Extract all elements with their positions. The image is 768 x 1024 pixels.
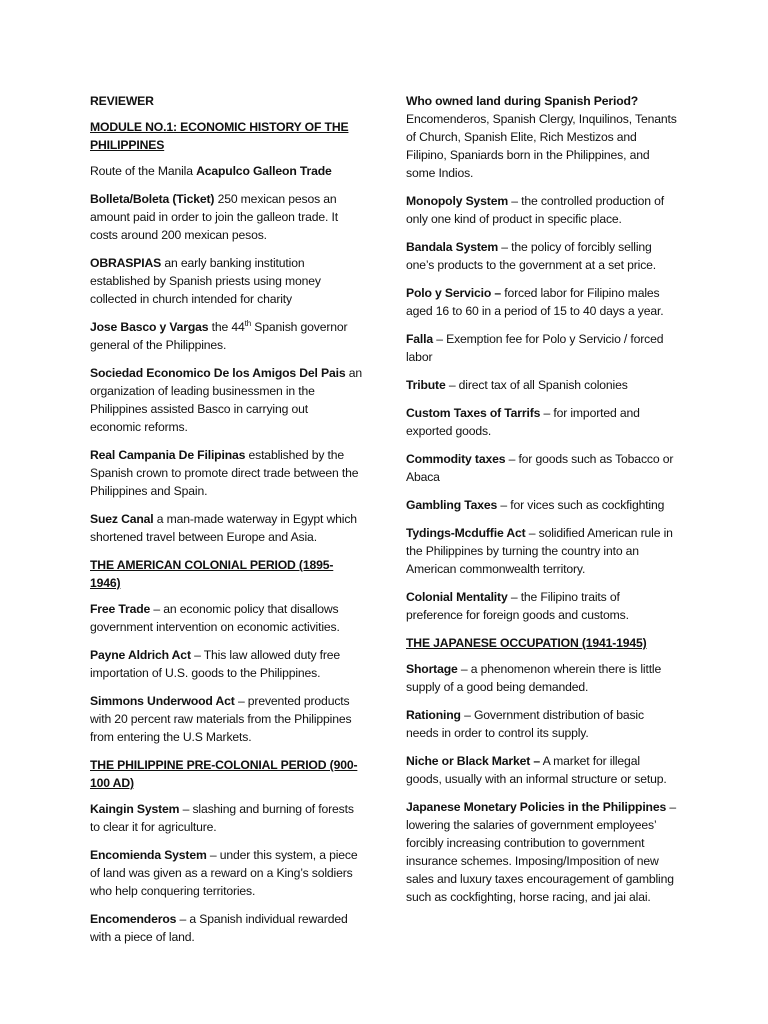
- entry-gambling: [406, 496, 678, 514]
- entry-payne: [90, 646, 362, 682]
- entry-text: – Government distribution of basic needs in order to control its supply.: [406, 708, 644, 740]
- entry-term: Custom Taxes of Tarrifs: [406, 406, 541, 420]
- module-title: MODULE NO.1: ECONOMIC HISTORY OF THE PHILIPPINES: [90, 120, 349, 152]
- entry-term: Japanese Monetary Policies in the Philippines: [406, 800, 667, 814]
- entry-text: – a Spanish individual rewarded with a piece of land.: [90, 912, 348, 944]
- entry-term: Gambling Taxes: [406, 498, 498, 512]
- entry-term: Acapulco Galleon Trade: [196, 164, 332, 178]
- entry-niche: [406, 752, 678, 788]
- left-column: [90, 92, 362, 956]
- entry-term: Niche or Black Market –: [406, 754, 541, 768]
- entry-text: A market for illegal goods, usually with an informal structure or setup.: [406, 754, 667, 786]
- entry-term: Payne Aldrich Act: [90, 648, 191, 662]
- entry-term: Falla: [406, 332, 434, 346]
- entry-term: Real Campania De Filipinas: [90, 448, 246, 462]
- entry-text: – an economic policy that disallows government intervention on economic activities.: [90, 602, 340, 634]
- entry-text: – lowering the salaries of government employees’ forcibly increasing contribution to government insurance schemes. Imposing/Imposition of new sales and luxury taxes encouragement of gambling such as cockfighting, horse racing, and jai alai.: [406, 800, 676, 904]
- entry-term: Free Trade: [90, 602, 151, 616]
- entry-real-campania: [90, 446, 362, 500]
- entry-term: Polo y Servicio –: [406, 286, 501, 300]
- entry-term: OBRASPIAS: [90, 256, 162, 270]
- entry-term: Simmons Underwood Act: [90, 694, 235, 708]
- entry-custom-taxes: [406, 404, 678, 440]
- entry-text: – under this system, a piece of land was given as a reward on a King’s soldiers who help conquering territories.: [90, 848, 358, 898]
- entry-text: – for vices such as cockfighting: [497, 498, 665, 512]
- entry-term: Encomienda System: [90, 848, 207, 862]
- entry-text: – Exemption fee for Polo y Servicio / forced labor: [406, 332, 664, 364]
- entry-text: an early banking institution established by Spanish priests using money collected in church intended for charity: [90, 256, 321, 306]
- entry-bolleta: [90, 190, 362, 244]
- entry-text: – direct tax of all Spanish colonies: [445, 378, 628, 392]
- entry-encomenderos: [90, 910, 362, 946]
- entry-simmons: [90, 692, 362, 746]
- entry-colonial-mentality: [406, 588, 678, 624]
- entry-term: Shortage: [406, 662, 458, 676]
- entry-term: Kaingin System: [90, 802, 180, 816]
- entry-basco: [90, 318, 362, 354]
- entry-japanese-policies: [406, 798, 678, 906]
- entry-text: established by the Spanish crown to promote direct trade between the Philippines and Spain.: [90, 448, 359, 498]
- entry-text: 250 mexican pesos an amount paid in order to join the galleon trade. It costs around 200 mexican pesos.: [90, 192, 338, 242]
- entry-term: Tydings-Mcduffie Act: [406, 526, 526, 540]
- entry-rationing: [406, 706, 678, 742]
- entry-text: forced labor for Filipino males aged 16 to 60 in a period of 15 to 40 days a year.: [406, 286, 664, 318]
- entry-text: – This law allowed duty free importation of U.S. goods to the Philippines.: [90, 648, 341, 680]
- entry-text: – slashing and burning of forests to clear it for agriculture.: [90, 802, 354, 834]
- entry-text: – the policy of forcibly selling one’s products to the government at a set price.: [406, 240, 657, 272]
- entry-text: – prevented products with 20 percent raw materials from the Philippines from entering the U.S Markets.: [90, 694, 352, 744]
- entry-term: Who owned land during Spanish Period?: [406, 94, 639, 108]
- entry-sociedad: [90, 364, 362, 436]
- precolonial-heading: THE PHILIPPINE PRE-COLONIAL PERIOD (900-100 AD): [90, 758, 358, 790]
- entry-text: – the Filipino traits of preference for foreign goods and customs.: [406, 590, 629, 622]
- entry-commodity: [406, 450, 678, 486]
- ordinal-suffix: th: [244, 318, 252, 328]
- reviewer-title: REVIEWER: [90, 94, 154, 108]
- entry-text: a man-made waterway in Egypt which shortened travel between Europe and Asia.: [90, 512, 357, 544]
- entry-text: – for goods such as Tobacco or Abaca: [406, 452, 674, 484]
- entry-bandala: [406, 238, 678, 274]
- entry-tydings: [406, 524, 678, 578]
- entry-term: Commodity taxes: [406, 452, 506, 466]
- entry-encomienda: [90, 846, 362, 900]
- entry-term: Encomenderos: [90, 912, 177, 926]
- entry-term: Rationing: [406, 708, 461, 722]
- entry-suez: [90, 510, 362, 546]
- entry-who-owned: [406, 92, 678, 182]
- entry-term: Colonial Mentality: [406, 590, 508, 604]
- entry-polo: [406, 284, 678, 320]
- entry-text: – the controlled production of only one kind of product in specific place.: [406, 194, 664, 226]
- entry-term: Suez Canal: [90, 512, 154, 526]
- entry-text: an organization of leading businessmen in the Philippines assisted Basco in carrying out economic reforms.: [90, 366, 363, 434]
- entry-falla: [406, 330, 678, 366]
- entry-text: the 44: [208, 320, 245, 334]
- entry-monopoly: [406, 192, 678, 228]
- entry-kaingin: [90, 800, 362, 836]
- entry-term: Monopoly System: [406, 194, 509, 208]
- entry-route: [90, 162, 362, 180]
- entry-text: Spanish governor general of the Philippines.: [90, 320, 348, 352]
- entry-text: – for imported and exported goods.: [406, 406, 640, 438]
- japanese-occupation-heading: THE JAPANESE OCCUPATION (1941-1945): [406, 636, 647, 650]
- entry-term: Jose Basco y Vargas: [90, 320, 209, 334]
- entry-term: Bandala System: [406, 240, 499, 254]
- entry-text: – a phenomenon wherein there is little supply of a good being demanded.: [406, 662, 662, 694]
- entry-tribute: [406, 376, 678, 394]
- entry-text: Encomenderos, Spanish Clergy, Inquilinos, Tenants of Church, Spanish Elite, Rich Mestizos and Filipino, Spaniards born in the Philippines, and some Indios.: [406, 112, 677, 180]
- right-column: [406, 92, 678, 916]
- entry-term: Tribute: [406, 378, 446, 392]
- entry-shortage: [406, 660, 678, 696]
- entry-free-trade: [90, 600, 362, 636]
- entry-obraspias: [90, 254, 362, 308]
- entry-term: Sociedad Economico De los Amigos Del Pais: [90, 366, 346, 380]
- entry-text: – solidified American rule in the Philippines by turning the country into an American commonwealth territory.: [406, 526, 673, 576]
- american-period-heading: THE AMERICAN COLONIAL PERIOD (1895-1946): [90, 558, 334, 590]
- entry-text: Route of the Manila: [90, 164, 197, 178]
- entry-term: Bolleta/Boleta (Ticket): [90, 192, 215, 206]
